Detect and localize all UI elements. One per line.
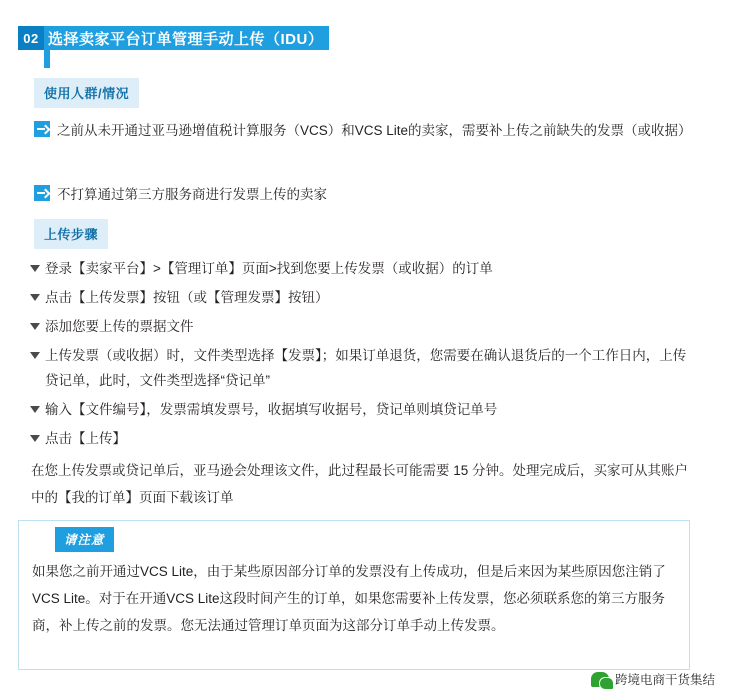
step-label: 登录【卖家平台】>【管理订单】页面>找到您要上传发票（或收据）的订单 xyxy=(45,261,493,276)
list-item xyxy=(30,256,690,281)
arrow-right-icon xyxy=(34,185,50,201)
section-number: 02 xyxy=(18,26,44,50)
audience-item-label: 之前从未开通过亚马逊增值税计算服务（VCS）和VCS Lite的卖家，需要补上传之前缺失的发票（或收据） xyxy=(57,123,692,138)
audience-chip: 使用人群/情况 xyxy=(34,78,139,108)
audience-item-label: 不打算通过第三方服务商进行发票上传的卖家 xyxy=(57,187,327,202)
footer-account-name: 跨境电商干货集结 xyxy=(614,673,715,687)
list-item xyxy=(30,343,690,393)
step-label: 点击【上传发票】按钮（或【管理发票】按钮） xyxy=(45,290,329,305)
note-label: 请注意 xyxy=(55,527,114,552)
step-label: 添加您要上传的票据文件 xyxy=(45,319,194,334)
triangle-bullet-icon xyxy=(30,352,40,359)
title-accent-bar xyxy=(44,50,50,68)
triangle-bullet-icon xyxy=(30,323,40,330)
wechat-icon xyxy=(591,672,609,687)
step-label: 上传发票（或收据）时，文件类型选择【发票】；如果订单退货，您需要在确认退货后的一个工作日内，上传贷记单，此时，文件类型选择“贷记单” xyxy=(45,348,687,388)
note-text: 如果您之前开通过VCS Lite，由于某些原因部分订单的发票没有上传成功，但是后来因为某些原因您注销了VCS Lite。对于在开通VCS Lite这段时间产生的订单，如果您需要补上传发票，您必须联系您的第三方服务商，补上传之前的发票。您无法通过管理订单页面为这部分订单手动上传发票。 xyxy=(32,564,666,633)
arrow-right-icon xyxy=(34,121,50,137)
step-label: 点击【上传】 xyxy=(45,431,126,446)
section-header xyxy=(18,26,329,50)
triangle-bullet-icon xyxy=(30,435,40,442)
steps-chip: 上传步骤 xyxy=(34,219,108,249)
steps-list xyxy=(30,256,690,511)
list-item xyxy=(30,426,690,451)
audience-item-1 xyxy=(34,118,694,143)
steps-paragraph: 在您上传发票或贷记单后，亚马逊会处理该文件，此过程最长可能需要 15 分钟。处理完成后，买家可从其账户中的【我的订单】页面下载该订单 xyxy=(31,463,689,505)
triangle-bullet-icon xyxy=(30,265,40,272)
triangle-bullet-icon xyxy=(30,406,40,413)
step-label: 输入【文件编号】，发票需填发票号，收据填写收据号，贷记单则填贷记单号 xyxy=(45,402,498,417)
audience-item-2 xyxy=(34,182,694,207)
footer-watermark xyxy=(591,670,715,688)
list-item xyxy=(30,285,690,310)
list-item xyxy=(30,314,690,339)
triangle-bullet-icon xyxy=(30,294,40,301)
page-title: 选择卖家平台订单管理手动上传（IDU） xyxy=(44,26,329,50)
list-item xyxy=(30,397,690,422)
